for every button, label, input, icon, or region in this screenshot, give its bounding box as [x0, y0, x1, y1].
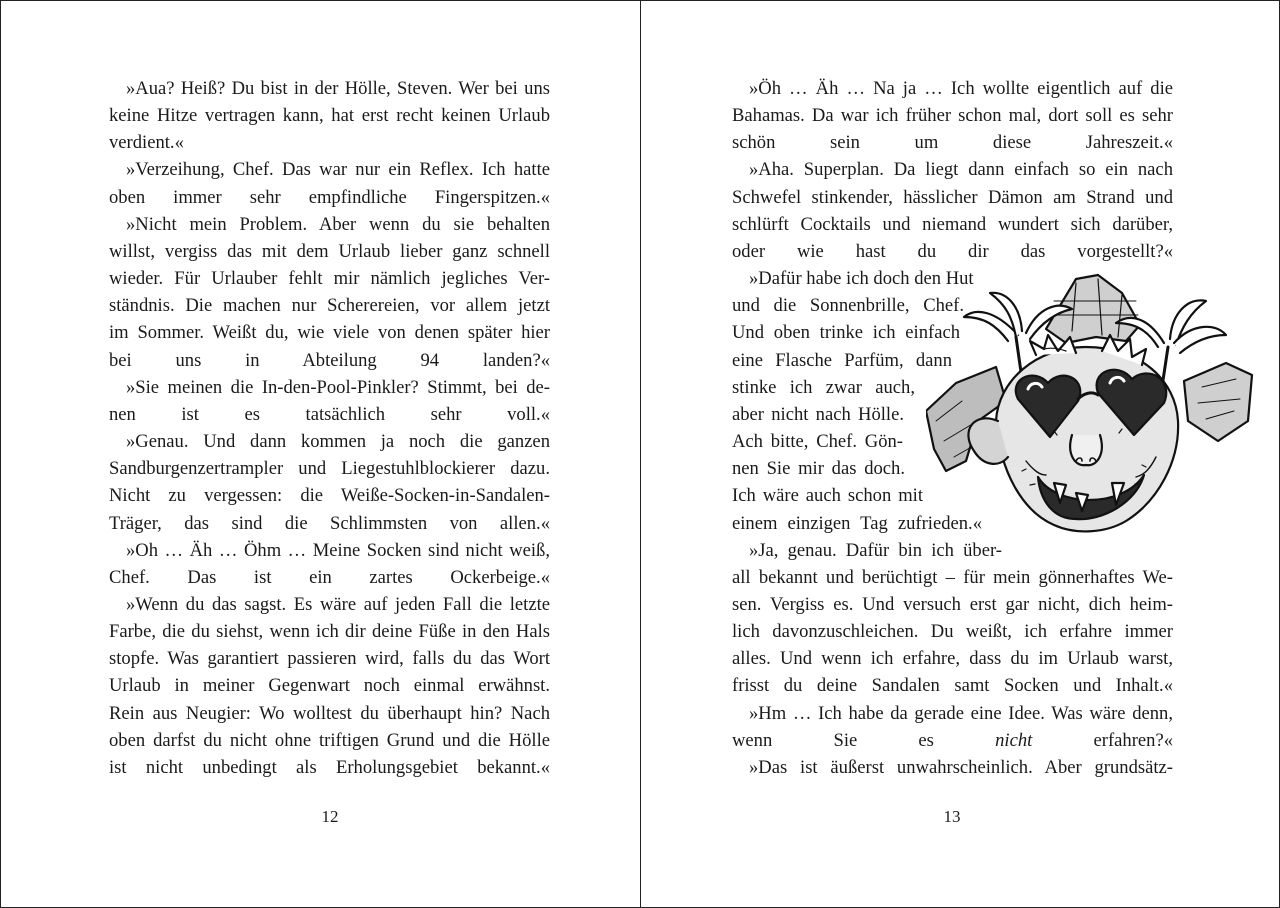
paragraph [109, 156, 550, 210]
text-line: oder wie hast du dir das vorgestellt?« [732, 240, 1173, 262]
text-line: Ich wäre auch schon mit [732, 485, 923, 507]
text-line: stinke ich zwar auch, [732, 376, 915, 398]
text-line: Rein aus Neugier: Wo wolltest du überhaupt hin? Nach [109, 702, 550, 724]
left-page [1, 1, 640, 907]
text-line: »Hm … Ich habe da gerade eine Idee. Was wäre denn, [749, 702, 1173, 724]
page-number: 13 [943, 807, 961, 826]
text-line: oben darfst du nicht ohne triftigen Grund und die Hölle [109, 729, 550, 751]
paragraph [732, 700, 1173, 754]
text-line: »Ja, genau. Dafür bin ich über- [749, 539, 1002, 561]
text-line: Sandburgenzertrampler und Liegestuhlblockierer dazu. [109, 458, 550, 480]
text-line: nen Sie mir das doch. [732, 458, 905, 480]
text-line: »Verzeihung, Chef. Das war nur ein Reflex. Ich hatte [126, 159, 550, 181]
paragraph [109, 428, 550, 537]
text-line: Ach bitte, Chef. Gön- [732, 431, 903, 453]
emphasis-text: nicht [995, 729, 1033, 751]
text-line [732, 727, 1173, 754]
text-line: wieder. Für Urlauber fehlt mir nämlich jegliches Ver- [109, 268, 550, 290]
text-line: keine Hitze vertragen kann, hat erst recht keinen Urlaub [109, 105, 550, 127]
paragraph [109, 537, 550, 591]
right-page [641, 1, 1279, 907]
text-line: Urlaub in meiner Gegenwart noch einmal erwähnst. [109, 675, 550, 697]
text-line: Chef. Das ist ein zartes Ockerbeige.« [109, 566, 550, 588]
text-line: Und oben trinke ich einfach [732, 322, 960, 344]
text-line: »Nicht mein Problem. Aber wenn du sie behalten [126, 213, 550, 235]
text-line: »Aua? Heiß? Du bist in der Hölle, Steven. Wer bei uns [126, 78, 550, 99]
paragraph [732, 75, 1173, 156]
text-line: schön sein um diese Jahreszeit.« [732, 132, 1173, 154]
text-line: Farbe, die du siehst, wenn ich dir deine Füße in den Hals [109, 621, 550, 643]
text-line: ständnis. Die machen nur Scherereien, vor allem jetzt [109, 295, 550, 317]
text-line: im Sommer. Weißt du, wie viele von denen später hier [109, 322, 550, 344]
page-number: 12 [321, 807, 339, 826]
text-line: aber nicht nach Hölle. [732, 403, 904, 425]
paragraph [732, 156, 1173, 265]
text-line: willst, vergiss das mit dem Urlaub lieber ganz schnell [109, 240, 550, 262]
paragraph [732, 537, 1173, 700]
paragraph [109, 75, 550, 156]
text-line: »Sie meinen die In-den-Pool-Pinkler? Stimmt, bei de- [126, 376, 550, 398]
text-line: all bekannt und berüchtigt – für mein gönnerhaftes We- [732, 566, 1173, 588]
text-line: sen. Vergiss es. Und versuch erst gar nicht, dich heim- [732, 593, 1173, 615]
paragraph [109, 211, 550, 374]
text-line: »Das ist äußerst unwahrscheinlich. Aber grundsätz- [749, 756, 1173, 778]
text-line: eine Flasche Parfüm, dann [732, 349, 952, 371]
paragraph [732, 754, 1173, 781]
text-line: »Dafür habe ich doch den Hut [749, 268, 974, 290]
left-page-text [109, 75, 550, 781]
text-line: und die Sonnenbrille, Chef. [732, 295, 964, 317]
text-line: Bahamas. Da war ich früher schon mal, dort soll es sehr [732, 105, 1173, 127]
text-line: verdient.« [109, 132, 184, 154]
text-line: »Aha. Superplan. Da liegt dann einfach so ein nach [749, 159, 1173, 181]
text-fragment: wenn Sie es [732, 729, 996, 751]
text-line: schlürft Cocktails und niemand wundert sich darüber, [732, 213, 1173, 235]
text-line: Träger, das sind die Schlimmsten von allen.« [109, 512, 550, 534]
text-line: frisst du deine Sandalen samt Socken und Inhalt.« [732, 675, 1173, 697]
text-line: »Genau. Und dann kommen ja noch die ganzen [126, 431, 550, 453]
text-line: einem einzigen Tag zufrieden.« [732, 512, 982, 534]
paragraph [109, 374, 550, 428]
text-line: ist nicht unbedingt als Erholungsgebiet bekannt.« [109, 756, 550, 778]
text-line: lich davonzuschleichen. Du weißt, ich erfahre immer [732, 621, 1173, 643]
text-line: Schwefel stinkender, hässlicher Dämon am Strand und [732, 186, 1173, 208]
paragraph [109, 591, 550, 781]
text-fragment: erfahren?« [1032, 729, 1173, 751]
text-line: bei uns in Abteilung 94 landen?« [109, 349, 550, 371]
text-line: »Öh … Äh … Na ja … Ich wollte eigentlich auf die [749, 78, 1173, 99]
text-line: »Oh … Äh … Öhm … Meine Socken sind nicht weiß, [126, 539, 550, 561]
text-line: alles. Und wenn ich erfahre, dass du im Urlaub warst, [732, 648, 1173, 670]
text-line: »Wenn du das sagst. Es wäre auf jeden Fall die letzte [126, 593, 550, 615]
text-line: oben immer sehr empfindliche Fingerspitzen.« [109, 186, 550, 208]
text-line: nen ist es tatsächlich sehr voll.« [109, 403, 550, 425]
text-line: stopfe. Was garantiert passieren wird, falls du das Wort [109, 648, 550, 670]
demon-illustration [926, 271, 1256, 543]
text-line: Nicht zu vergessen: die Weiße-Socken-in-Sandalen- [109, 485, 550, 507]
